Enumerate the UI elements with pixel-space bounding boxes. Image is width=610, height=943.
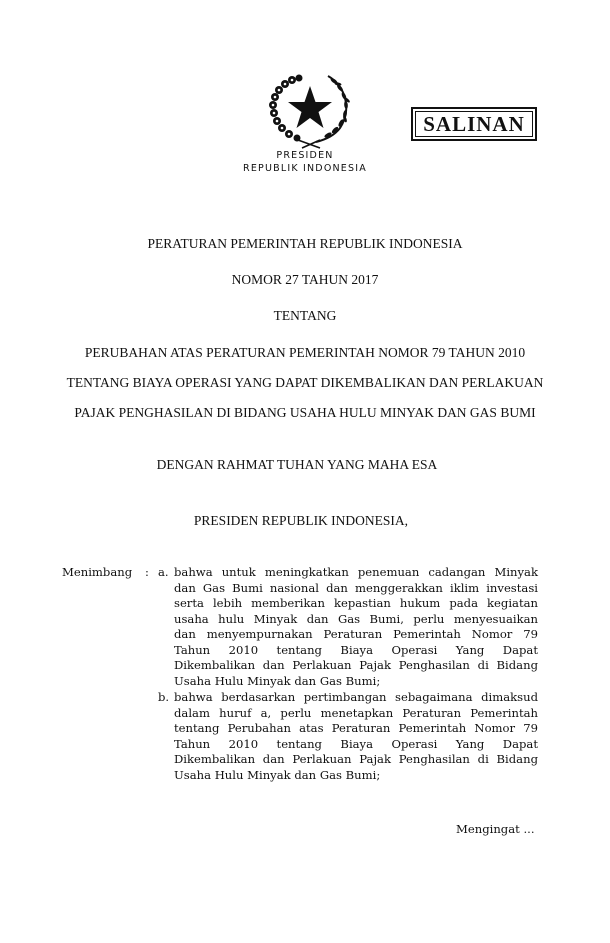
consideration-a-line: dan Gas Bumi nasional dan menggerakkan iklim investasi [174,580,538,595]
subject-line-1: PERUBAHAN ATAS PERATURAN PEMERINTAH NOMOR 79 TAHUN 2010 [84,345,526,360]
salinan-copy-stamp [411,107,537,141]
office-label-republik: REPUBLIK INDONESIA [243,163,367,174]
considerations-separator: : [145,565,149,579]
office-label-presiden: PRESIDEN [276,150,334,161]
consideration-a-line: bahwa untuk meningkatkan penemuan cadangan Minyak [174,565,538,579]
salinan-label: SALINAN [423,111,525,136]
regulation-type-heading: PERATURAN PEMERINTAH REPUBLIK INDONESIA [147,236,463,251]
invocation-line: DENGAN RAHMAT TUHAN YANG MAHA ESA [156,457,438,472]
consideration-a-line: serta lebih memberikan kepastian hukum pada kegiatan [174,596,538,610]
consideration-a-text [174,565,538,689]
considerations-label: Menimbang [62,565,133,579]
presidential-emblem-icon [262,68,358,150]
consideration-a-line: Dikembalikan dan Perlakuan Pajak Penghasilan di Bidang [174,658,538,672]
consideration-a-line: Usaha Hulu Minyak dan Gas Bumi; [174,673,381,688]
consideration-b-line: Dikembalikan dan Perlakuan Pajak Penghasilan di Bidang [174,752,538,766]
subject-line-2: TENTANG BIAYA OPERASI YANG DAPAT DIKEMBALIKAN DAN PERLAKUAN [66,375,544,390]
consideration-b-line: Usaha Hulu Minyak dan Gas Bumi; [174,767,381,782]
consideration-b-line: bahwa berdasarkan pertimbangan sebagaimana dimaksud [174,690,538,704]
regulation-number: NOMOR 27 TAHUN 2017 [231,272,379,287]
subject-line-3: PAJAK PENGHASILAN DI BIDANG USAHA HULU MINYAK DAN GAS BUMI [74,405,536,420]
consideration-a-line: dan menyempurnakan Peraturan Pemerintah Nomor 79 [174,627,538,641]
about-label: TENTANG [273,308,337,323]
consideration-b-line: dalam huruf a, perlu menetapkan Peraturan Pemerintah [174,705,538,720]
consideration-a-marker: a. [158,565,169,579]
consideration-b-text [174,690,538,783]
consideration-a-line: Tahun 2010 tentang Biaya Operasi Yang Dapat [174,642,538,657]
continuation-marker: Mengingat ... [456,822,535,836]
consideration-b-line: tentang Perubahan atas Peraturan Pemerintah Nomor 79 [174,721,538,735]
issuer-line: PRESIDEN REPUBLIK INDONESIA, [193,513,409,528]
consideration-a-line: usaha hulu Minyak dan Gas Bumi, perlu menyesuaikan [174,611,538,626]
consideration-b-marker: b. [158,690,170,704]
consideration-b-line: Tahun 2010 tentang Biaya Operasi Yang Dapat [174,736,538,751]
